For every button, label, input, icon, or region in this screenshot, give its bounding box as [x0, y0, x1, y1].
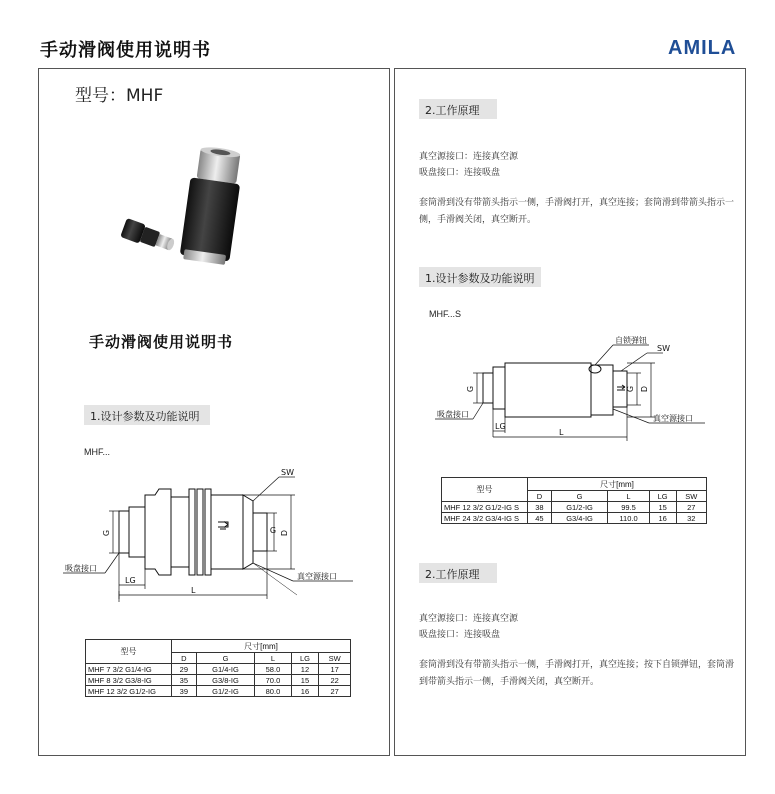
- label-vacuum-port: 真空源接口: [297, 572, 337, 581]
- table-col-l: L: [608, 491, 649, 502]
- cell-sw: 32: [676, 513, 707, 524]
- table-row: [86, 675, 351, 686]
- table-header-model: 型号: [86, 640, 172, 664]
- cell-g: G1/2-IG: [196, 686, 255, 697]
- table-col-g: G: [551, 491, 608, 502]
- model-title: 型号：MHF: [75, 86, 164, 106]
- section-heading-working-principle: 2.工作原理: [419, 99, 497, 119]
- cell-lg: 15: [649, 502, 676, 513]
- label-lg: LG: [125, 576, 136, 585]
- cell-sw: 22: [319, 675, 351, 686]
- product-photo: [105, 145, 285, 265]
- label-g-right: G: [269, 526, 277, 535]
- series-label: MHF...: [84, 447, 110, 457]
- table-header-model: 型号: [442, 478, 528, 502]
- cell-model: MHF 7 3/2 G1/4-IG: [86, 664, 172, 675]
- table-row: [86, 686, 351, 697]
- cell-g: G1/4-IG: [196, 664, 255, 675]
- label-lg: LG: [495, 422, 506, 431]
- cell-d: 45: [528, 513, 552, 524]
- cell-l: 58.0: [255, 664, 291, 675]
- label-sw: SW: [657, 344, 670, 353]
- table-col-l: L: [255, 653, 291, 664]
- label-sw: SW: [281, 468, 294, 477]
- cell-d: 39: [172, 686, 197, 697]
- cell-model: MHF 12 3/2 G1/2-IG S: [442, 502, 528, 513]
- document-title: 手动滑阀使用说明书: [40, 40, 211, 61]
- cell-lg: 15: [291, 675, 319, 686]
- table-row: [442, 502, 707, 513]
- cell-g: G1/2-IG: [551, 502, 608, 513]
- table-col-d: D: [172, 653, 197, 664]
- cell-l: 110.0: [608, 513, 649, 524]
- cell-l: 70.0: [255, 675, 291, 686]
- label-g-left: G: [466, 385, 475, 393]
- table-header-dimensions: 尺寸[mm]: [172, 640, 351, 653]
- table-col-sw: SW: [319, 653, 351, 664]
- right-panel: [394, 68, 746, 756]
- table-header-dimensions: 尺寸[mm]: [528, 478, 707, 491]
- spec-table-mhf: [85, 639, 351, 697]
- left-panel: [38, 68, 390, 756]
- cell-l: 99.5: [608, 502, 649, 513]
- label-suction-port: 吸盘接口: [437, 410, 469, 419]
- cell-d: 38: [528, 502, 552, 513]
- label-d: D: [640, 385, 649, 393]
- cell-model: MHF 24 3/2 G3/4-IG S: [442, 513, 528, 524]
- brand-logo: AMILA: [668, 37, 737, 59]
- table-row: [442, 513, 707, 524]
- cell-l: 80.0: [255, 686, 291, 697]
- cell-sw: 17: [319, 664, 351, 675]
- table-row: [86, 664, 351, 675]
- dimension-diagram-mhf-s: [435, 333, 747, 445]
- cell-g: G3/4-IG: [551, 513, 608, 524]
- section-heading-design-params: 1.设计参数及功能说明: [84, 405, 210, 425]
- series-label-s: MHF...S: [429, 309, 462, 319]
- label-l: L: [559, 428, 564, 437]
- cell-lg: 16: [291, 686, 319, 697]
- spec-table-mhf-s: [441, 477, 707, 524]
- port-vacuum-source-desc-2: 真空源接口：连接真空源: [419, 614, 519, 624]
- port-suction-desc: 吸盘接口：连接吸盘: [419, 168, 501, 178]
- operation-desc-2: 套筒滑到没有带箭头指示一侧，手滑阀打开，真空连接；按下自锁弹钮，套筒滑到带箭头指示一侧，手滑阀关闭，真空断开。: [419, 660, 735, 687]
- label-suction-port: 吸盘接口: [65, 564, 97, 573]
- cell-model: MHF 8 3/2 G3/8-IG: [86, 675, 172, 686]
- cell-model: MHF 12 3/2 G1/2-IG: [86, 686, 172, 697]
- label-g-right: G: [626, 385, 635, 393]
- table-col-lg: LG: [649, 491, 676, 502]
- cell-lg: 16: [649, 513, 676, 524]
- cell-d: 29: [172, 664, 197, 675]
- table-col-g: G: [196, 653, 255, 664]
- port-suction-desc-2: 吸盘接口：连接吸盘: [419, 630, 501, 640]
- label-vacuum-port: 真空源接口: [653, 414, 693, 423]
- cell-sw: 27: [319, 686, 351, 697]
- table-col-sw: SW: [676, 491, 707, 502]
- cell-sw: 27: [676, 502, 707, 513]
- cell-d: 35: [172, 675, 197, 686]
- label-lock-button: 自锁弹钮: [615, 336, 647, 345]
- cell-g: G3/8-IG: [196, 675, 255, 686]
- label-d: D: [280, 529, 289, 537]
- table-col-d: D: [528, 491, 552, 502]
- label-g-left: G: [102, 529, 111, 537]
- operation-desc: 套筒滑到没有带箭头指示一侧，手滑阀打开，真空连接；套筒滑到带箭头指示一侧，手滑阀关闭，真空断开。: [419, 198, 735, 225]
- cell-lg: 12: [291, 664, 319, 675]
- manual-subtitle: 手动滑阀使用说明书: [89, 333, 234, 351]
- table-col-lg: LG: [291, 653, 319, 664]
- port-vacuum-source-desc: 真空源接口：连接真空源: [419, 152, 519, 162]
- label-l: L: [191, 586, 196, 595]
- dimension-diagram-mhf: [63, 467, 353, 602]
- section-heading-working-principle-2: 2.工作原理: [419, 563, 497, 583]
- section-heading-design-params-s: 1.设计参数及功能说明: [419, 267, 541, 287]
